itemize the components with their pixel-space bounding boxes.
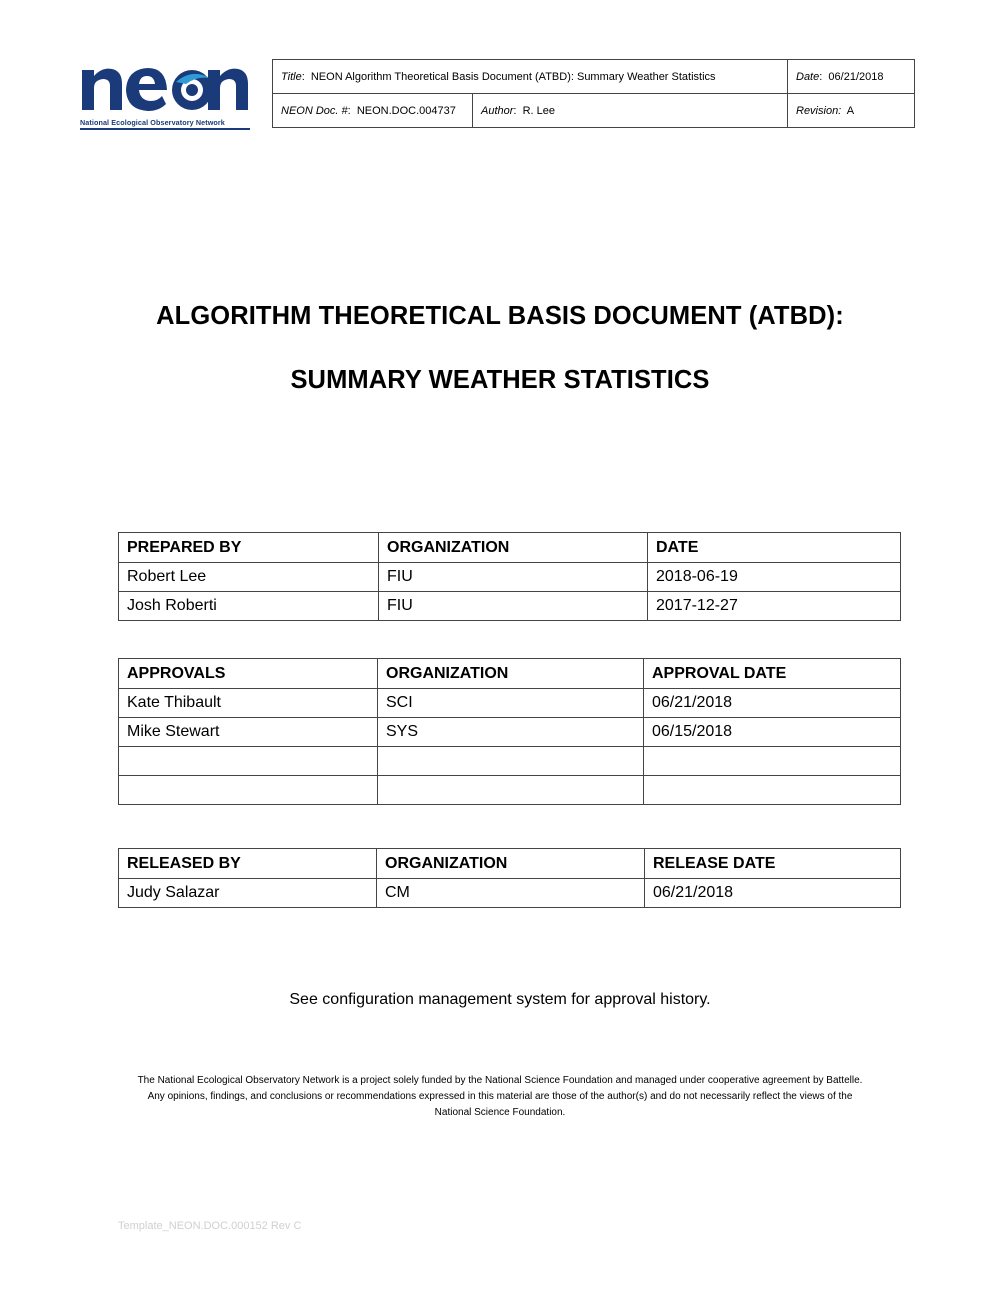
column-header: ORGANIZATION — [378, 659, 644, 689]
table-cell: Judy Salazar — [119, 879, 377, 908]
header-date-cell: Date: 06/21/2018 — [788, 60, 915, 94]
header-title-cell: Title: NEON Algorithm Theoretical Basis Document (ATBD): Summary Weather Statistics — [273, 60, 788, 94]
column-header: RELEASED BY — [119, 849, 377, 879]
table-row — [119, 879, 901, 908]
table-header-row — [119, 659, 901, 689]
table-cell: Mike Stewart — [119, 718, 378, 747]
table-cell: 06/21/2018 — [644, 689, 901, 718]
table-header-row — [119, 533, 901, 563]
neon-logo — [80, 62, 250, 132]
column-header: ORGANIZATION — [379, 533, 648, 563]
header-author-value: R. Lee — [522, 104, 556, 117]
header-revision-value: A — [846, 104, 855, 117]
table-cell — [378, 776, 644, 805]
table-cell: 06/21/2018 — [645, 879, 901, 908]
table-row — [119, 592, 901, 621]
disclaimer-line: Any opinions, findings, and conclusions or recommendations expressed in this material are those of the author(s) and do not necessarily reflect the views of the — [147, 1091, 853, 1102]
table-cell — [378, 747, 644, 776]
table-cell: SCI — [378, 689, 644, 718]
header-title-label: Title — [281, 70, 302, 83]
neon-wordmark-icon — [80, 62, 250, 116]
table-cell: Robert Lee — [119, 563, 379, 592]
table-cell: FIU — [379, 592, 648, 621]
document-header-table — [272, 59, 915, 128]
table-row — [119, 563, 901, 592]
header-title-value: NEON Algorithm Theoretical Basis Document (ATBD): Summary Weather Statistics — [310, 70, 716, 83]
prepared-by-table — [118, 532, 901, 621]
header-date-value: 06/21/2018 — [828, 70, 884, 83]
table-header-row — [119, 849, 901, 879]
logo-tagline: National Ecological Observatory Network — [80, 118, 225, 127]
document-title-line2: SUMMARY WEATHER STATISTICS — [290, 366, 710, 394]
disclaimer-line: National Science Foundation. — [434, 1107, 566, 1118]
table-row — [119, 747, 901, 776]
column-header: RELEASE DATE — [645, 849, 901, 879]
table-cell: 06/15/2018 — [644, 718, 901, 747]
table-cell — [119, 747, 378, 776]
table-cell: Josh Roberti — [119, 592, 379, 621]
table-cell — [644, 776, 901, 805]
approval-history-note: See configuration management system for approval history. — [289, 991, 711, 1008]
table-row — [119, 718, 901, 747]
column-header: DATE — [648, 533, 901, 563]
released-by-table — [118, 848, 901, 908]
table-cell: Kate Thibault — [119, 689, 378, 718]
header-date-label: Date — [796, 70, 820, 83]
logo-rule — [80, 128, 250, 130]
approvals-table — [118, 658, 901, 805]
table-cell: SYS — [378, 718, 644, 747]
header-revision-label: Revision: — [796, 104, 842, 117]
column-header: PREPARED BY — [119, 533, 379, 563]
table-cell: 2018-06-19 — [648, 563, 901, 592]
table-cell — [119, 776, 378, 805]
document-title-line1: ALGORITHM THEORETICAL BASIS DOCUMENT (ATBD): — [156, 302, 844, 330]
table-cell — [644, 747, 901, 776]
column-header: ORGANIZATION — [377, 849, 645, 879]
table-cell: CM — [377, 879, 645, 908]
header-author-cell: Author: R. Lee — [473, 94, 788, 128]
header-doc-label: NEON Doc. # — [281, 104, 348, 117]
disclaimer-line: The National Ecological Observatory Network is a project solely funded by the National Science Foundation and managed under cooperative agreement by Battelle. — [137, 1075, 863, 1086]
header-revision-cell — [788, 94, 915, 128]
funding-disclaimer — [115, 1073, 885, 1121]
table-cell: 2017-12-27 — [648, 592, 901, 621]
header-doc-cell: NEON Doc. #: NEON.DOC.004737 — [273, 94, 473, 128]
table-row — [119, 689, 901, 718]
column-header: APPROVALS — [119, 659, 378, 689]
table-cell: FIU — [379, 563, 648, 592]
header-author-label: Author — [481, 104, 514, 117]
column-header: APPROVAL DATE — [644, 659, 901, 689]
template-watermark: Template_NEON.DOC.000152 Rev C — [118, 1220, 302, 1232]
header-doc-value: NEON.DOC.004737 — [356, 104, 456, 117]
table-row — [119, 776, 901, 805]
